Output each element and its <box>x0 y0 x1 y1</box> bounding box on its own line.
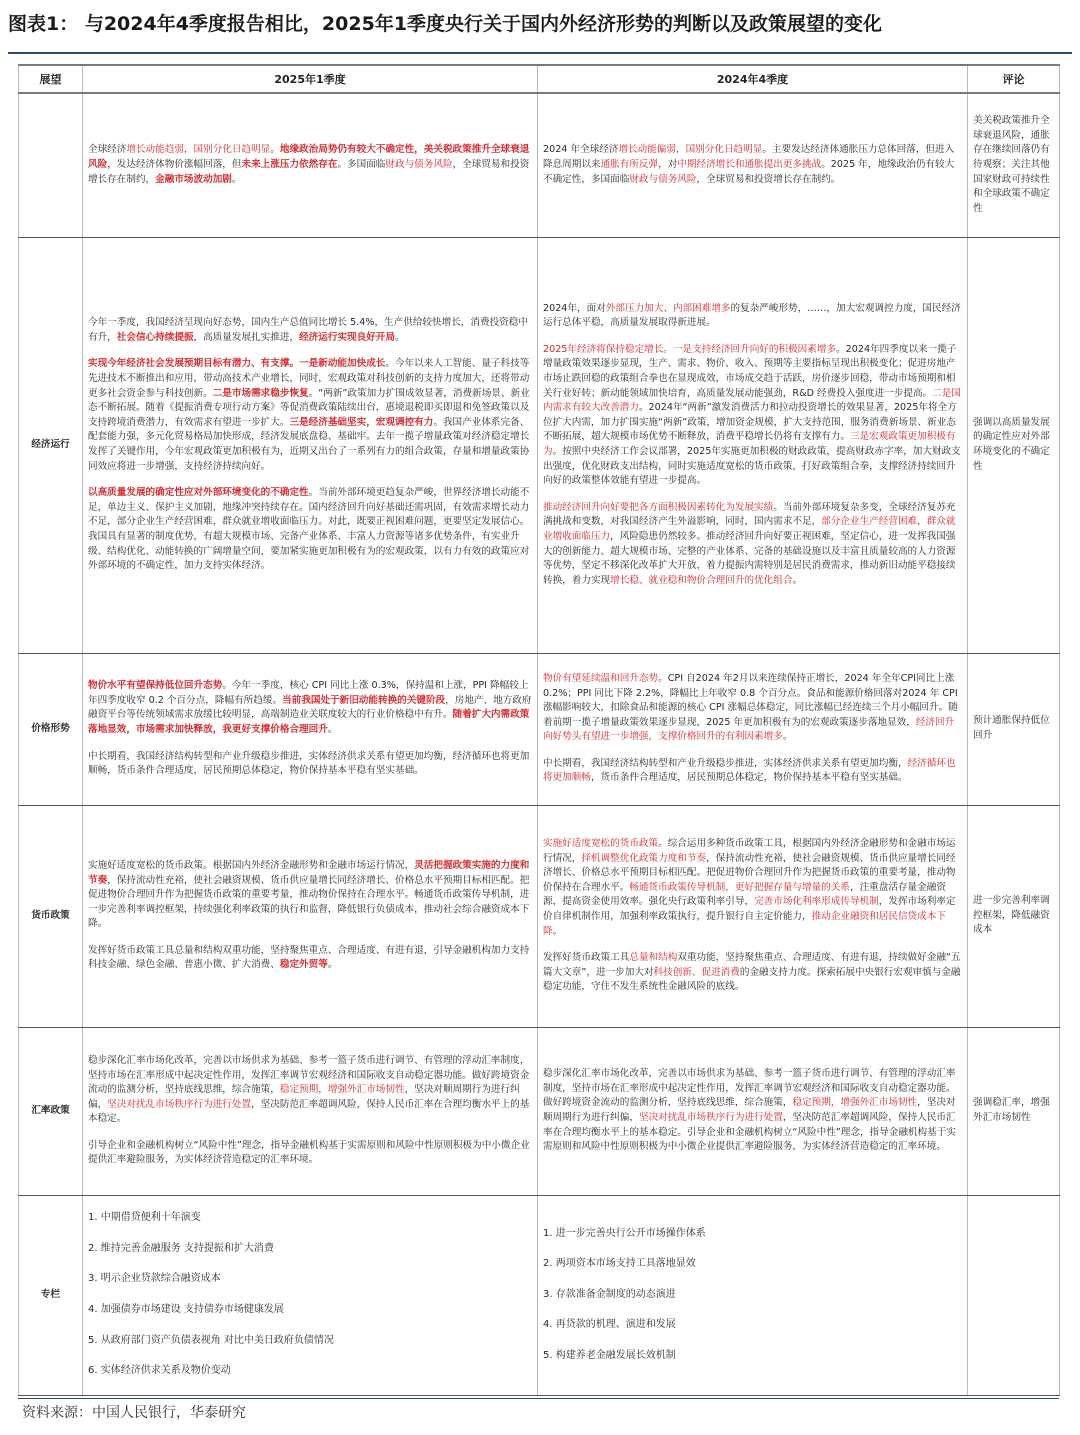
paragraph <box>88 944 532 973</box>
row-category: 经济运行 <box>19 237 83 653</box>
body-text: ，坚决对顺周期行为进行纠偏， <box>88 1084 520 1110</box>
highlight-text: 稳定外贸等 <box>279 959 328 971</box>
highlight-text: 物价有望延续温和回升态势 <box>543 672 659 684</box>
paragraph <box>543 501 962 589</box>
cell-2025q1 <box>83 1027 538 1195</box>
header-2025q1: 2025年1季度 <box>83 65 538 93</box>
body-text: ，坚决防范汇率超调风险，保持人民币汇率在合理均衡水平上的基本稳定。引导企业和金融机构树立“风险中性”理念，指导金融机构基于实需原则和风险中性原则积极为中小微企业提供汇率避险服务，为实体经济营造稳定的汇率环境。 <box>543 1112 956 1153</box>
body-text: 。 <box>792 574 803 586</box>
highlight-text: 实施好适度宽松的货币政策 <box>543 838 659 850</box>
body-text: 稳步深化汇率市场化改革，完善以市场供求为基础、参考一篮子货币进行调节、有管理的浮动汇率制度，坚持市场在汇率形成中起决定性作用，发挥汇率调节宏观经济和国际收支自动稳定器功能。做好跨境资金流动的监测分析，坚持底线思维，综合施策， <box>543 1068 956 1109</box>
highlight-text: 增长动能偏弱，国别分化日趋明显 <box>618 144 763 156</box>
body-text: 。 <box>782 731 793 743</box>
header-outlook: 展望 <box>19 65 83 93</box>
body-text: 实施好适度宽松的货币政策。根据国内外经济金融形势和金融市场运行情况， <box>88 859 415 871</box>
highlight-text: 经济循环也将更加顺畅 <box>543 757 956 784</box>
cell-2025q1 <box>83 653 538 805</box>
paragraph <box>88 357 532 474</box>
row-category <box>19 93 83 237</box>
cell-2024q4 <box>538 653 968 805</box>
highlight-text: 2025年经济将保持稳定增长。一是支持经济回升向好的积极因素增多 <box>543 343 837 355</box>
paragraph <box>88 1054 532 1127</box>
body-text: ，保持流动性充裕，使社会融资规模、货币供应量增长同经济增长、价格总水平预期目标相匹配。把促进物价合理回升作为把握货币政策的重要考量，推动物价保持在合理水平。 <box>543 852 956 893</box>
body-text: 。当前外部环境复杂多变，全球经济复苏充满挑战和变数，对我国经济产生外溢影响，同时，国内需求不足， <box>543 501 956 528</box>
body-text: ，风险隐患仍然较多。推动经济回升向好要正视困难，坚定信心，进一发挥我国强大的创新能力、超大规模市场、完整的产业体系、完备的基础设施以及丰富且质量较高的人力资源等优势，坚定不移深化改革扩大开放，着力提振内需特别是居民消费需求，推动新旧动能平稳接续转换，着力实现 <box>543 530 956 586</box>
body-text: 。主要发达经济体通胀压力总体回落，但进入降息周期以来 <box>543 144 955 170</box>
body-text: 。今年以来人工智能、量子科技等先进技术不断推出和应用，带动高技术产业增长，同时，宏观政策对科技创新的支持力度加大，还将带动更多社会资金参与科技创新。 <box>88 358 530 399</box>
highlight-text: 稳定预期，增强外汇市场韧性 <box>279 1084 405 1096</box>
paragraph <box>88 486 532 574</box>
list-item: 5. 从政府部门资产负债表视角 对比中美日政府负债情况 <box>88 1334 334 1346</box>
body-text: 。CPI 自2024 年2月以来连续保持正增长，2024 年全年CPI同比上涨 0.2%；PPI 同比下降 2.2%，降幅比上年收窄 0.8 个百分点。食品和能源价格回落对2024 年 CPI 涨幅影响较大，扣除食品和能源的核心 CPI 涨幅总体稳定，同比涨幅已经连续三个月小幅回升。随着前期一揽子增量政策效果逐步显现，2025 年更加积极有为的宏观政策逐步落地显效， <box>543 672 958 728</box>
cell-comment: 强调稳汇率，增强外汇市场韧性 <box>968 1027 1060 1195</box>
paragraph <box>543 302 962 331</box>
list-item: 2. 两项资本市场支持工具落地显效 <box>543 1258 696 1270</box>
cell-2025q1 <box>83 805 538 1027</box>
body-text: 。2024年四季度以来一揽子增量政策效果逐步显现，生产、需求、物价、收入、预期等主要指标呈现出积极变化；促进房地产市场止跌回稳的政策组合拳也在显现成效，市场成交趋于活跃，房价逐步回稳，带动市场预期和相关行业好转；新动能领域加快培育，高质量发展动能强劲，R&D 经费投入强度进一步提高。 <box>543 343 957 399</box>
cell-2024q4 <box>538 93 968 237</box>
highlight-text: 以高质量发展的确定性应对外部环境变化的不确定性 <box>88 487 309 499</box>
paragraph <box>543 672 962 745</box>
row-special-column <box>19 1195 1060 1395</box>
paragraph <box>543 343 962 489</box>
row-price <box>19 653 1060 805</box>
highlight-text: 坚决对扰乱市场秩序行为进行处置 <box>638 1112 783 1123</box>
highlight-text: 坚决对扰乱市场秩序行为进行处置 <box>107 1098 252 1110</box>
paragraph <box>543 757 962 786</box>
body-text: ，高质量发展扎实推进， <box>193 331 300 343</box>
source-note: 资料来源：中国人民银行，华泰研究 <box>22 1405 246 1421</box>
highlight-text: 外部压力加大、内部困难增多 <box>605 302 731 314</box>
highlight-text: 三是经济基础坚实，宏观调控有力 <box>289 416 434 428</box>
paragraph <box>88 859 532 932</box>
body-text: ，货币条件合理适度，居民预期总体稳定，物价保持基本平稳有坚实基础。 <box>590 772 908 784</box>
paragraph <box>88 143 532 187</box>
row-category: 价格形势 <box>19 653 83 805</box>
cell-comment: 进一步完善利率调控框架，降低融资成本 <box>968 805 1060 1027</box>
paragraph <box>543 1067 962 1155</box>
header-2024q4: 2024年4季度 <box>538 65 968 93</box>
body-text: 2024年，面对 <box>543 302 606 314</box>
highlight-text: 二是国内需求有较大改善潜力 <box>543 387 961 414</box>
body-text: ，发达经济体物价涨幅回落，但 <box>107 158 242 170</box>
highlight-text: 三是宏观政策更加积极有为 <box>543 431 956 457</box>
body-text: 。按照中央经济工作会议部署，2025年实施更加积极的财政政策，提高财政赤字率，加大财政支出强度，优化财政支出结构，同时实施适度宽松的货币政策，打好政策组合拳，支撑经济持续回升向好的政策整体效能有望进一步提高。 <box>543 446 961 487</box>
body-text: 。今年一季度，核心 CPI 同比上涨 0.3%，保持温和上涨，PPI 降幅较上年四季度收窄 0.2 个百分点，降幅有所趋缓。 <box>88 680 529 706</box>
cell-comment: 预计通胀保持低位回升 <box>968 653 1060 805</box>
highlight-text: 畅通货币政策传导机制，更好把握存量与增量的关系 <box>629 881 850 893</box>
cell-2025q1 <box>83 93 538 237</box>
highlight-text: 金融市场波动加剧 <box>155 173 232 185</box>
body-text: 。“两新”政策加力扩围成效显著，消费新场景、新业态不断拓展。随着《提振消费专项行动方案》等促消费政策陆续出台，惠境退税即买即退和免签政策以及支持跨境消费潜力，有效需求有望进一步扩大。 <box>88 387 530 428</box>
cell-comment: 强调以高质量发展的确定性应对外部环境变化的不确定性 <box>968 237 1060 653</box>
body-text: 。2025 年，地缘政治仍有较大不确定性，多国面临 <box>543 158 955 185</box>
paragraph <box>543 837 962 939</box>
body-text: ，发挥市场利率定价自律机制作用，加强利率政策执行，提升银行自主定价能力， <box>543 896 956 922</box>
highlight-text: 财政与债务风险 <box>385 158 453 170</box>
body-text: 。综合运用多种货币政策工具，根据国内外经济金融形势和金融市场运行情况， <box>543 838 956 864</box>
body-text: 。 <box>231 173 242 185</box>
highlight-text: 稳定预期，增强外汇市场韧性 <box>792 1097 918 1109</box>
body-text: ，注重盘活存量金融资源，提高资金使用效率。强化央行政策利率引导， <box>543 881 946 908</box>
highlight-text: 通胀有所反弹 <box>600 158 659 170</box>
body-text: 。多国面临 <box>337 158 386 170</box>
cell-2025q1 <box>83 237 538 653</box>
body-text: 。2024年“两新”激发消费活力和拉动投资增长的效果显著，2025年将全方位扩大内需，加力扩围实施“两新”政策，增加资金规模，扩大支持范围，服务消费新场景、新业态不断拓展，超大规模市场优势不断释放，消费平稳增长仍将有支撑有力。 <box>543 402 957 443</box>
row-category: 专栏 <box>19 1195 83 1395</box>
highlight-text: 实现今年经济社会发展预期目标有潜力、有支撑。一是新动能加快成长 <box>88 358 386 370</box>
highlight-text: 增长动能趋弱，国别分化日趋明显 <box>126 144 271 156</box>
row-category: 汇率政策 <box>19 1027 83 1195</box>
highlight-text: 推动经济回升向好要把各方面积极因素转化为发展实绩 <box>543 501 774 513</box>
row-global-economy <box>19 93 1060 237</box>
header-comment: 评论 <box>968 65 1060 93</box>
list-item: 1. 中期借贷便利十年演变 <box>88 1212 201 1224</box>
highlight-text: 部分企业生产经营困难，群众就业增收面临压力 <box>543 516 956 542</box>
highlight-text: 完善市场化利率形成传导机制 <box>754 896 879 908</box>
body-text: 。 <box>270 144 280 156</box>
highlight-text: 当前我国处于新旧动能转换的关键阶段 <box>282 694 446 706</box>
body-text: 稳步深化汇率市场化改革，完善以市场供求为基础、参考一篮子货币进行调节、有管理的浮动汇率制度，坚持市场在汇率形成中起决定性作用，发挥汇率调节宏观经济和国际收支自动稳定器功能。做好跨境资金流动的监测分析，坚持底线思维，综合施策， <box>88 1054 530 1096</box>
body-text: 。 <box>327 959 338 971</box>
page-title: 图表1： 与2024年4季度报告相比，2025年1季度央行关于国内外经济形势的判断以及政策展望的变化 <box>8 13 883 35</box>
body-text: ，全球贸易和投资增长存在制约， <box>88 158 530 185</box>
highlight-text: 中期经济增长和通胀提出更多挑战 <box>677 158 822 170</box>
body-text: 中长期看，我国经济结构转型和产业升级稳步推进，实体经济供求关系有望更加均衡， <box>543 757 908 769</box>
footer-divider <box>18 1398 1059 1399</box>
body-text: 。我国产业体系完备、配套能力强，多元化贸易格局加快形成，经济发展底盘稳、基础牢。去年一揽子增量政策对经济稳定增长发挥了关键作用，今年宏观政策更加积极有为，近期又出台了一系列有力的组合政策，存量和增量政策协同效应将进一步增强，支持经济持续向好。 <box>88 416 530 472</box>
body-text: 。 <box>552 925 563 937</box>
body-text: 发挥好货币政策工具 <box>543 952 630 964</box>
cell-2024q4 <box>538 237 968 653</box>
body-text: 。当前外部环境更趋复杂严峻，世界经济增长动能不足，单边主义、保护主义加剧，地缘冲突持续存在。国内经济回升向好基础还需巩固，有效需求增长动力不足，部分企业生产经营困难，群众就业增收面临压力。对此，既要正视困难问题，更要坚定发展信心。我国具有显著的制度优势，有超大规模市场、完备产业体系、丰富人力资源等诸多优势条件，有实业升级、结构优化、动能转换的广阔增量空间，要加紧实施更加积极有为的宏观政策，以有力有效的政策应对外部环境的不确定性，加力支持实体经济。 <box>88 487 530 572</box>
body-text: 发挥好货币政策工具总量和结构双重功能，坚持聚焦重点、合理适度、有进有退，引导金融机构加力支持科技金融、绿色金融、普惠小微、扩大消费、 <box>88 944 530 971</box>
cell-2024q4 <box>538 805 968 1027</box>
body-text: 。 <box>327 724 338 735</box>
body-text: 的金融支持力度。探索拓展中央银行宏观审慎与金融稳定功能，守住不发生系统性金融风险的底线。 <box>543 966 961 993</box>
highlight-text: 推动企业融资和居民信贷成本下降 <box>543 911 946 937</box>
cell-2024q4-list <box>538 1195 968 1395</box>
list-item: 1. 进一步完善央行公开市场操作体系 <box>543 1227 706 1239</box>
highlight-text: 随着扩大内需政策落地显效，市场需求加快释放，我更好支撑价格合理回升 <box>88 709 530 735</box>
highlight-text: 经济运行实现良好开局 <box>299 331 395 343</box>
row-category: 货币政策 <box>19 805 83 1027</box>
list-item: 5. 构建养老金融发展长效机制 <box>543 1349 676 1361</box>
body-text: ，对 <box>658 158 678 170</box>
highlight-text: 经济回升向好势头有望进一步增强，支撑价格回升的有利因素增多 <box>543 716 955 743</box>
body-text: 2024 年全球经济 <box>543 144 619 156</box>
list-item: 3. 明示企业贷款综合融资成本 <box>88 1273 221 1285</box>
row-monetary-policy <box>19 805 1060 1027</box>
body-text: 中长期看，我国经济结构转型和产业升级稳步推进，实体经济供求关系有望更加均衡，经济循环也将更加顺畅，货币条件合理适度，居民预期总体稳定，物价保持基本平稳有坚实基础。 <box>88 750 530 777</box>
row-economic-operation <box>19 237 1060 653</box>
highlight-text: 财政与债务风险 <box>629 173 697 185</box>
highlight-text: 择机调整优化政策力度和节奏 <box>581 852 707 864</box>
paragraph <box>88 679 532 737</box>
title-divider <box>8 52 1072 54</box>
highlight-text: 灵活把握政策实施的力度和节奏 <box>88 859 530 886</box>
paragraph <box>543 951 962 995</box>
highlight-text: 二是市场需求稳步恢复 <box>212 387 309 399</box>
list-item: 6. 实体经济供求关系及物价变动 <box>88 1365 231 1377</box>
body-text: ，房地产、地方政府融资平台等传统领域需求放缓比较明显，高端制造业关联度较大的行业价格稳中有升。 <box>88 694 532 721</box>
cell-2024q4 <box>538 1027 968 1195</box>
paragraph <box>88 750 532 779</box>
cell-2025q1-list <box>83 1195 538 1395</box>
header-row <box>19 65 1060 93</box>
body-text: ，全球贸易和投资增长存在制约。 <box>696 173 841 185</box>
highlight-text: 总量和结构 <box>629 952 678 964</box>
body-text: 今年一季度，我国经济呈现向好态势，国内生产总值同比增长 5.4%，生产供给较快增长，消费投资稳中有升， <box>88 317 528 343</box>
list-item: 4. 加强债券市场建设 支持债券市场健康发展 <box>88 1304 284 1315</box>
body-text: 的复杂严峻形势，……，加大宏观调控力度，国民经济运行总体平稳，高质量发展取得新进展。 <box>543 302 961 329</box>
list-item: 2. 维持完善金融服务 支持提振和扩大消费 <box>88 1242 274 1254</box>
cell-comment: 美关税政策推升全球衰退风险，通胀存在继续回落仍有待观察；关注其他国家财政可持续性和全球政策不确定性 <box>968 93 1060 237</box>
paragraph <box>88 1139 532 1168</box>
row-exchange-rate <box>19 1027 1060 1195</box>
body-text: 双重功能，坚持聚焦重点、合理适度、有进有退，持续做好金融“五篇大文章”，进一步加大对 <box>543 952 961 978</box>
list-item: 4. 再贷款的机理、演进和发展 <box>543 1319 676 1331</box>
highlight-text: 未来上涨压力依然存在 <box>241 158 338 170</box>
comparison-table <box>18 64 1060 1396</box>
highlight-text: 物价水平有望保持低位回升态势 <box>88 680 223 692</box>
list-item: 3. 存款准备金制度的动态演进 <box>543 1288 676 1300</box>
paragraph <box>543 143 962 187</box>
body-text: ，坚决防范汇率超调风险，保持人民币汇率在合理均衡水平上的基本稳定。 <box>88 1098 530 1125</box>
highlight-text: 科技创新、促进消费 <box>653 966 740 978</box>
body-text: 引导企业和金融机构树立“风险中性”理念，指导金融机构基于实需原则和风险中性原则积极为中小微企业提供汇率避险服务，为实体经济营造稳定的汇率环境。 <box>88 1139 530 1166</box>
paragraph <box>88 316 532 345</box>
body-text: 。 <box>395 331 405 343</box>
highlight-text: 增长稳、就业稳和物价合理回升的优化组合 <box>610 574 793 586</box>
highlight-text: 地缘政治局势仍有较大不确定性，美关税政策推升全球衰退风险 <box>88 144 530 170</box>
body-text: 全球经济 <box>88 144 127 156</box>
body-text: ，保持流动性充裕，使社会融资规模、货币供应量增长同经济增长、价格总水平预期目标相匹配。把促进物价合理回升作为把握货币政策的重要考量，推动物价保持在合理水平。畅通货币政策传导机制，进一步完善利率调控框架，持续强化利率政策的执行和监督，降低银行负债成本，推动社会综合融资成本下降。 <box>88 874 530 930</box>
highlight-text: 社会信心持续提振 <box>116 331 194 343</box>
body-text: ，坚决对顺周期行为进行纠偏， <box>543 1097 956 1123</box>
cell-comment <box>968 1195 1060 1395</box>
